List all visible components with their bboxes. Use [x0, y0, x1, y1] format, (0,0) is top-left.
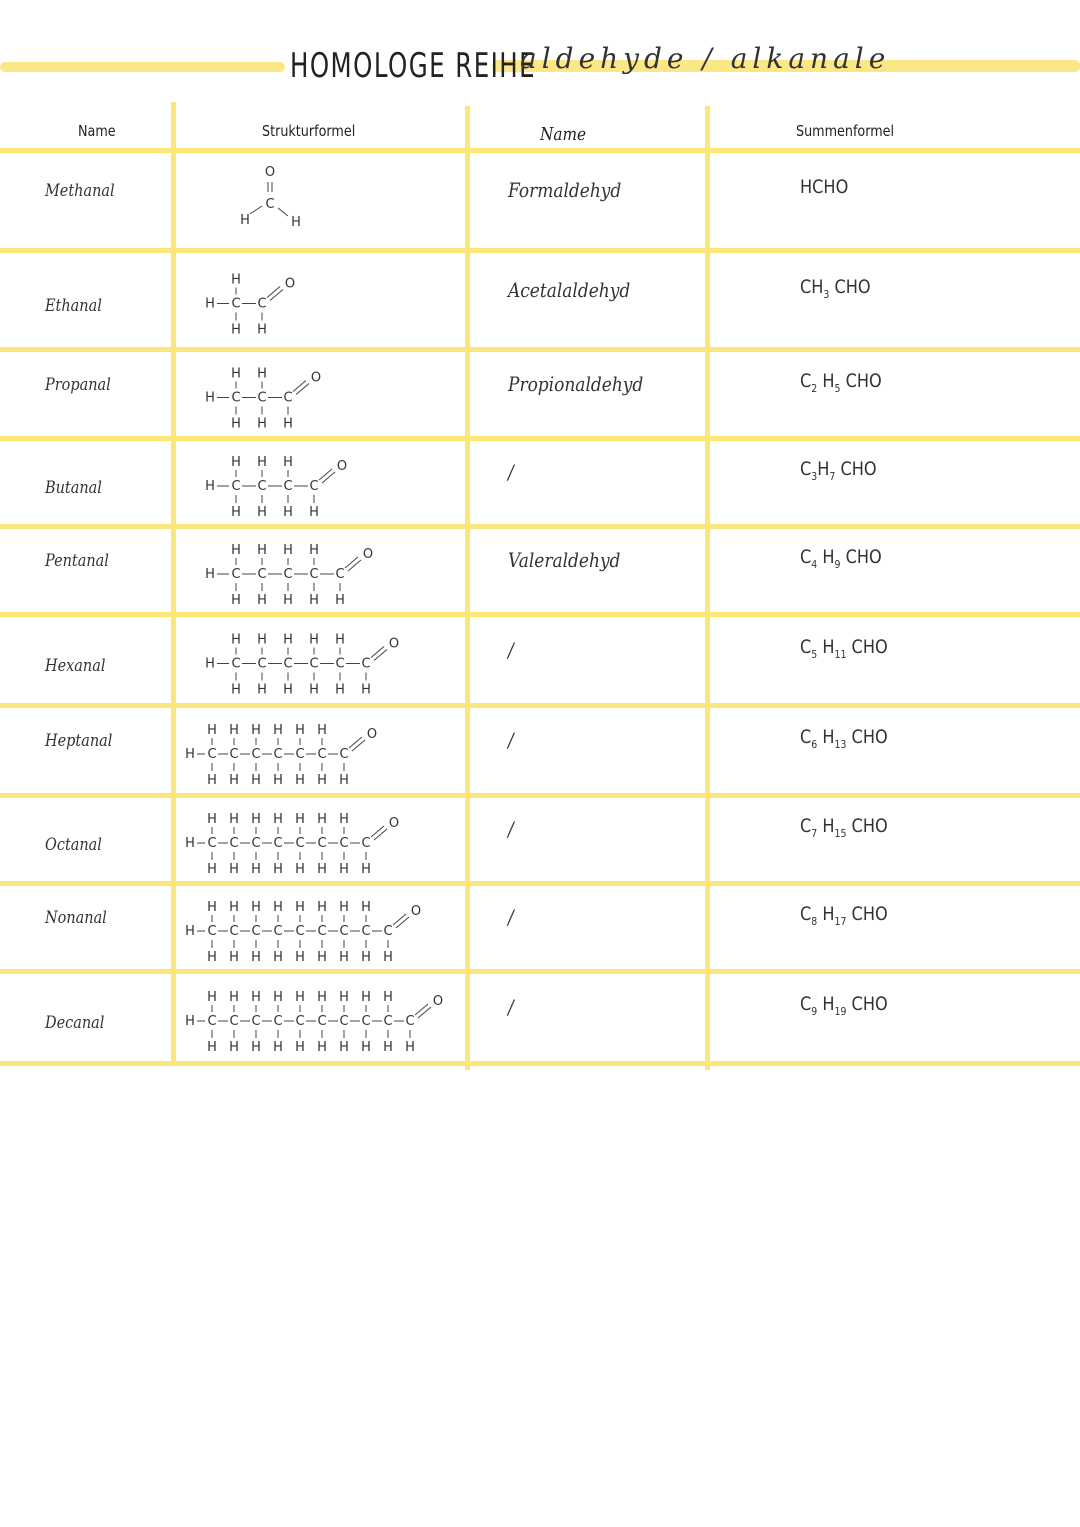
compound-name: Methanal — [45, 181, 115, 201]
trivial-name: Propionaldehyd — [508, 371, 644, 396]
hydrogen-atom: H — [229, 1040, 239, 1055]
hydrogen-atom: H — [231, 505, 241, 520]
oxygen-atom: O — [432, 994, 444, 1009]
compound-name: Ethanal — [45, 295, 102, 316]
hydrogen-atom: H — [273, 950, 283, 965]
hydrogen-atom: H — [295, 900, 305, 915]
hydrogen-atom: H — [283, 455, 293, 470]
hydrogen-atom: H — [317, 950, 327, 965]
carbon-atom: C — [283, 479, 293, 494]
molecular-formula: $CH_3$ CHO — [800, 275, 871, 301]
bond — [293, 381, 306, 392]
bond — [296, 384, 309, 395]
hydrogen-atom: H — [207, 812, 217, 827]
compound-name: Propanal — [45, 374, 111, 395]
carbon-atom: C — [283, 567, 293, 582]
hydrogen-atom: H — [185, 836, 195, 851]
hydrogen-atom: H — [273, 862, 283, 877]
hydrogen-atom: H — [231, 272, 241, 288]
structural-formula — [180, 353, 460, 434]
oxygen-atom: O — [388, 816, 400, 831]
molecular-formula: $C_2$ $H_5$ CHO — [800, 369, 882, 395]
carbon-atom: C — [361, 924, 371, 939]
hydrogen-atom: H — [257, 543, 267, 558]
bond — [374, 829, 387, 840]
hydrogen-atom: H — [185, 1014, 195, 1029]
structural-formula — [180, 530, 460, 610]
carbon-atom: C — [405, 1014, 415, 1029]
hydrogen-atom: H — [361, 682, 371, 698]
row-divider — [0, 703, 1080, 708]
hydrogen-atom: H — [231, 322, 241, 338]
molecular-formula: $C_3H_7$ CHO — [800, 458, 877, 483]
hydrogen-atom: H — [185, 747, 195, 762]
structural-formula — [180, 154, 460, 246]
carbon-atom: C — [309, 479, 319, 494]
hydrogen-atom: H — [383, 990, 393, 1005]
bond — [374, 650, 387, 661]
hydrogen-atom: H — [317, 812, 327, 827]
hydrogen-atom: H — [405, 1040, 415, 1055]
hydrogen-atom: H — [361, 950, 371, 965]
hydrogen-atom: H — [317, 773, 327, 788]
carbon-atom: C — [231, 296, 241, 312]
row-divider — [0, 347, 1080, 352]
hydrogen-atom: H — [273, 812, 283, 827]
hydrogen-atom: H — [185, 924, 195, 939]
carbon-atom: C — [295, 1014, 305, 1029]
page-subtitle: aldehyde / alkanale — [520, 42, 891, 75]
header-formula: Summenformel — [796, 122, 895, 140]
row-divider — [0, 148, 1080, 153]
carbon-atom: C — [295, 924, 305, 939]
hydrogen-atom: H — [317, 1040, 327, 1055]
hydrogen-atom: H — [309, 543, 319, 558]
hydrogen-atom: H — [251, 990, 261, 1005]
compound-name: Octanal — [45, 835, 102, 855]
carbon-atom: C — [251, 836, 261, 851]
row-divider — [0, 1061, 1080, 1066]
carbon-atom: C — [273, 1014, 283, 1029]
compound-name: Butanal — [45, 478, 102, 498]
hydrogen-atom: H — [205, 479, 215, 494]
hydrogen-atom: H — [317, 862, 327, 877]
bond — [349, 737, 362, 748]
hydrogen-atom: H — [309, 593, 319, 608]
oxygen-atom: O — [264, 165, 276, 180]
carbon-atom: C — [317, 836, 327, 851]
trivial-name: Formaldehyd — [508, 178, 622, 202]
carbon-atom: C — [251, 1014, 261, 1029]
carbon-atom: C — [257, 479, 267, 494]
hydrogen-atom: H — [229, 812, 239, 827]
trivial-name: / — [508, 637, 514, 662]
hydrogen-atom: H — [295, 723, 305, 738]
bond — [322, 472, 335, 483]
carbon-atom: C — [273, 924, 283, 939]
hydrogen-atom: H — [231, 455, 241, 470]
hydrogen-atom: H — [251, 1040, 261, 1055]
hydrogen-atom: H — [295, 812, 305, 827]
hydrogen-atom: H — [205, 656, 215, 672]
carbon-atom: C — [295, 836, 305, 851]
trivial-name: / — [508, 460, 514, 484]
hydrogen-atom: H — [257, 322, 267, 338]
hydrogen-atom: H — [361, 1040, 371, 1055]
carbon-atom: C — [257, 656, 267, 672]
compound-name: Pentanal — [45, 551, 109, 571]
hydrogen-atom: H — [339, 990, 349, 1005]
hydrogen-atom: H — [291, 215, 301, 230]
hydrogen-atom: H — [229, 900, 239, 915]
carbon-atom: C — [207, 1014, 217, 1029]
hydrogen-atom: H — [273, 723, 283, 738]
hydrogen-atom: H — [339, 1040, 349, 1055]
hydrogen-atom: H — [251, 773, 261, 788]
structural-formula — [180, 887, 460, 967]
carbon-atom: C — [229, 924, 239, 939]
carbon-atom: C — [339, 836, 349, 851]
hydrogen-atom: H — [251, 812, 261, 827]
carbon-atom: C — [309, 567, 319, 582]
carbon-atom: C — [339, 924, 349, 939]
hydrogen-atom: H — [295, 990, 305, 1005]
header-name: Name — [78, 122, 116, 140]
header-alt-name: Name — [540, 124, 587, 145]
hydrogen-atom: H — [229, 990, 239, 1005]
molecular-formula: HCHO — [800, 176, 849, 198]
carbon-atom: C — [273, 836, 283, 851]
bond — [396, 917, 409, 928]
molecular-formula: $C_6$ $H_{13}$ CHO — [800, 726, 888, 751]
structural-formula — [180, 618, 460, 701]
hydrogen-atom: H — [251, 862, 261, 877]
hydrogen-atom: H — [207, 900, 217, 915]
carbon-atom: C — [231, 390, 241, 406]
hydrogen-atom: H — [229, 723, 239, 738]
carbon-atom: C — [283, 656, 293, 672]
hydrogen-atom: H — [309, 505, 319, 520]
hydrogen-atom: H — [295, 773, 305, 788]
carbon-atom: C — [257, 390, 267, 406]
structural-formula — [180, 709, 460, 791]
hydrogen-atom: H — [317, 990, 327, 1005]
hydrogen-atom: H — [207, 862, 217, 877]
hydrogen-atom: H — [207, 990, 217, 1005]
structural-formula — [180, 975, 460, 1059]
oxygen-atom: O — [388, 636, 400, 652]
trivial-name: Valeraldehyd — [508, 548, 621, 572]
hydrogen-atom: H — [205, 567, 215, 582]
hydrogen-atom: H — [273, 990, 283, 1005]
hydrogen-atom: H — [283, 593, 293, 608]
carbon-atom: C — [257, 296, 267, 312]
bond — [267, 287, 280, 298]
carbon-atom: C — [339, 747, 349, 762]
hydrogen-atom: H — [207, 723, 217, 738]
trivial-name: / — [508, 995, 514, 1019]
row-divider — [0, 436, 1080, 441]
page-title: HOMOLOGE REIHE — [290, 46, 537, 86]
bond — [393, 914, 406, 925]
hydrogen-atom: H — [273, 900, 283, 915]
bond — [418, 1007, 431, 1018]
carbon-atom: C — [231, 479, 241, 494]
hydrogen-atom: H — [207, 1040, 217, 1055]
hydrogen-atom: H — [231, 416, 241, 432]
hydrogen-atom: H — [335, 632, 345, 648]
hydrogen-atom: H — [257, 593, 267, 608]
carbon-atom: C — [335, 567, 345, 582]
column-divider — [171, 102, 176, 1066]
oxygen-atom: O — [310, 370, 322, 386]
compound-name: Hexanal — [45, 655, 106, 676]
carbon-atom: C — [317, 1014, 327, 1029]
bond — [250, 206, 262, 214]
title-highlight-left — [0, 62, 285, 72]
hydrogen-atom: H — [361, 990, 371, 1005]
hydrogen-atom: H — [339, 773, 349, 788]
hydrogen-atom: H — [283, 632, 293, 648]
molecular-formula: $C_5$ $H_{11}$ CHO — [800, 635, 888, 661]
carbon-atom: C — [273, 747, 283, 762]
bond — [270, 290, 283, 301]
hydrogen-atom: H — [229, 773, 239, 788]
hydrogen-atom: H — [205, 390, 215, 406]
molecular-formula: $C_7$ $H_{15}$ CHO — [800, 815, 888, 840]
carbon-atom: C — [207, 836, 217, 851]
hydrogen-atom: H — [240, 213, 250, 228]
hydrogen-atom: H — [251, 723, 261, 738]
hydrogen-atom: H — [361, 900, 371, 915]
bond — [415, 1004, 428, 1015]
hydrogen-atom: H — [257, 455, 267, 470]
carbon-atom: C — [229, 836, 239, 851]
carbon-atom: C — [383, 1014, 393, 1029]
hydrogen-atom: H — [273, 1040, 283, 1055]
hydrogen-atom: H — [207, 950, 217, 965]
bond — [348, 560, 361, 571]
hydrogen-atom: H — [231, 366, 241, 382]
hydrogen-atom: H — [295, 950, 305, 965]
hydrogen-atom: H — [317, 900, 327, 915]
molecular-formula: $C_8$ $H_{17}$ CHO — [800, 903, 888, 928]
hydrogen-atom: H — [283, 682, 293, 698]
carbon-atom: C — [283, 390, 293, 406]
trivial-name: / — [508, 728, 514, 752]
oxygen-atom: O — [362, 547, 374, 562]
hydrogen-atom: H — [231, 593, 241, 608]
hydrogen-atom: H — [257, 682, 267, 698]
carbon-atom: C — [229, 747, 239, 762]
hydrogen-atom: H — [335, 682, 345, 698]
row-divider — [0, 793, 1080, 798]
hydrogen-atom: H — [257, 366, 267, 382]
trivial-name: / — [508, 817, 514, 841]
hydrogen-atom: H — [309, 682, 319, 698]
oxygen-atom: O — [284, 276, 296, 292]
carbon-atom: C — [317, 924, 327, 939]
row-divider — [0, 881, 1080, 886]
bond — [371, 826, 384, 837]
carbon-atom: C — [229, 1014, 239, 1029]
oxygen-atom: O — [366, 727, 378, 742]
hydrogen-atom: H — [257, 416, 267, 432]
hydrogen-atom: H — [229, 950, 239, 965]
trivial-name: / — [508, 905, 514, 929]
hydrogen-atom: H — [339, 900, 349, 915]
carbon-atom: C — [265, 197, 275, 212]
hydrogen-atom: H — [257, 505, 267, 520]
hydrogen-atom: H — [257, 632, 267, 648]
row-divider — [0, 612, 1080, 617]
hydrogen-atom: H — [335, 593, 345, 608]
bond — [352, 740, 365, 751]
hydrogen-atom: H — [251, 900, 261, 915]
hydrogen-atom: H — [231, 543, 241, 558]
bond — [371, 647, 384, 658]
molecular-formula: $C_9$ $H_{19}$ CHO — [800, 993, 888, 1018]
carbon-atom: C — [231, 567, 241, 582]
oxygen-atom: O — [336, 459, 348, 474]
row-divider — [0, 969, 1080, 974]
hydrogen-atom: H — [295, 1040, 305, 1055]
compound-name: Nonanal — [45, 908, 107, 928]
hydrogen-atom: H — [251, 950, 261, 965]
carbon-atom: C — [207, 924, 217, 939]
hydrogen-atom: H — [283, 505, 293, 520]
structural-formula — [180, 799, 460, 879]
carbon-atom: C — [251, 924, 261, 939]
hydrogen-atom: H — [231, 632, 241, 648]
hydrogen-atom: H — [229, 862, 239, 877]
carbon-atom: C — [335, 656, 345, 672]
molecular-formula: $C_4$ $H_9$ CHO — [800, 546, 882, 571]
hydrogen-atom: H — [317, 723, 327, 738]
hydrogen-atom: H — [283, 543, 293, 558]
header-structure: Strukturformel — [262, 122, 356, 140]
structural-formula — [180, 254, 460, 345]
carbon-atom: C — [207, 747, 217, 762]
oxygen-atom: O — [410, 904, 422, 919]
hydrogen-atom: H — [207, 773, 217, 788]
hydrogen-atom: H — [383, 1040, 393, 1055]
hydrogen-atom: H — [339, 812, 349, 827]
row-divider — [0, 524, 1080, 529]
carbon-atom: C — [361, 656, 371, 672]
bond — [319, 469, 332, 480]
row-divider — [0, 248, 1080, 253]
bond — [278, 208, 288, 216]
carbon-atom: C — [257, 567, 267, 582]
carbon-atom: C — [295, 747, 305, 762]
carbon-atom: C — [309, 656, 319, 672]
hydrogen-atom: H — [283, 416, 293, 432]
carbon-atom: C — [231, 656, 241, 672]
structural-formula — [180, 442, 460, 522]
hydrogen-atom: H — [383, 950, 393, 965]
hydrogen-atom: H — [339, 862, 349, 877]
hydrogen-atom: H — [295, 862, 305, 877]
hydrogen-atom: H — [231, 682, 241, 698]
compound-name: Decanal — [45, 1013, 105, 1033]
carbon-atom: C — [383, 924, 393, 939]
hydrogen-atom: H — [273, 773, 283, 788]
carbon-atom: C — [361, 1014, 371, 1029]
hydrogen-atom: H — [205, 296, 215, 312]
trivial-name: Acetalaldehyd — [508, 277, 631, 302]
carbon-atom: C — [339, 1014, 349, 1029]
hydrogen-atom: H — [339, 950, 349, 965]
carbon-atom: C — [361, 836, 371, 851]
hydrogen-atom: H — [309, 632, 319, 648]
bond — [345, 557, 358, 568]
compound-name: Heptanal — [45, 731, 113, 751]
carbon-atom: C — [317, 747, 327, 762]
hydrogen-atom: H — [361, 862, 371, 877]
carbon-atom: C — [251, 747, 261, 762]
